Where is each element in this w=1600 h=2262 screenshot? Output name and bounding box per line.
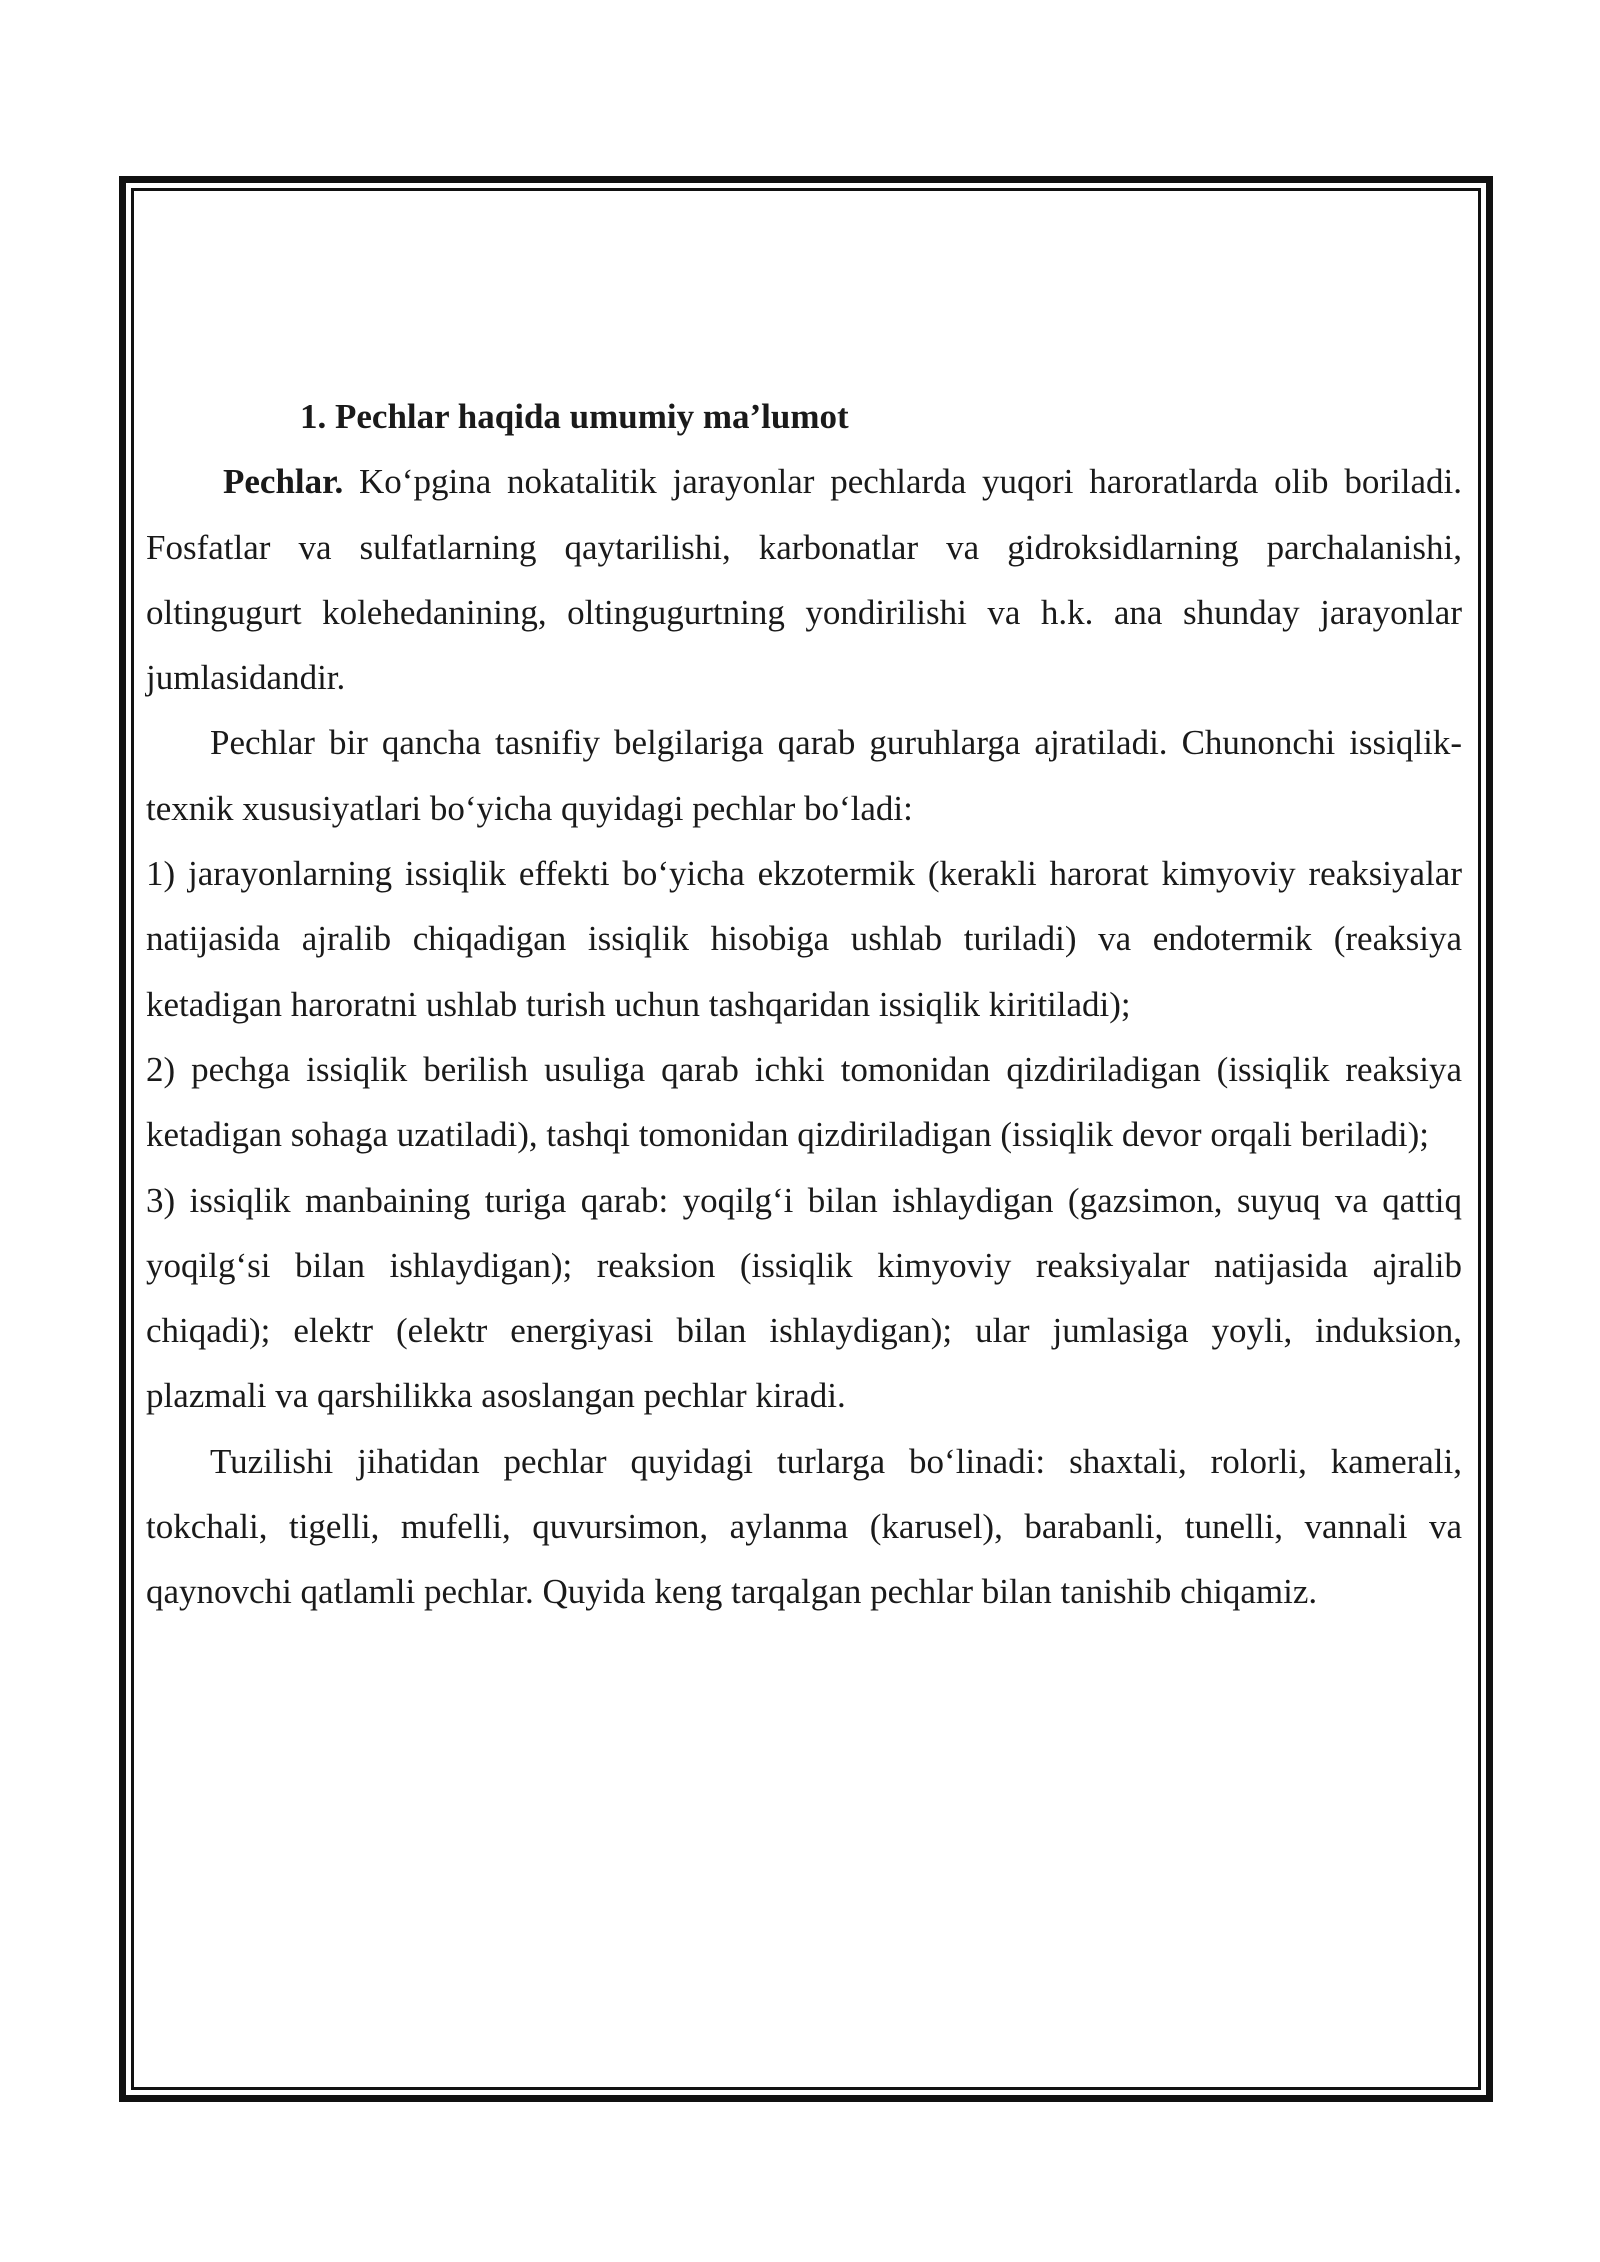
intro-paragraph	[146, 449, 1462, 710]
structure-paragraph: Tuzilishi jihatidan pechlar quyidagi turlarga bo‘linadi: shaxtali, rolorli, kamerali, tokchali, tigelli, mufelli, quvursimon, aylanma (karusel), barabanli, tunelli, vannali va qaynovchi qatlamli pechlar. Quyida keng tarqalgan pechlar bilan tanishib chiqamiz.	[146, 1441, 1462, 1612]
intro-text: Ko‘pgina nokatalitik jarayonlar pechlarda yuqori haroratlarda olib boriladi. Fosfatlar va sulfatlarning qaytarilishi, karbonatlar va gidroksidlarning parchalanishi, oltingugurt kolehedanining, oltingugurtning yondirilishi va h.k. ana shunday jarayonlar jumlasidandir.	[146, 462, 1462, 698]
classification-paragraph: Pechlar bir qancha tasnifiy belgilariga qarab guruhlarga ajratiladi. Chunonchi issiqlik-texnik xususiyatlari bo‘yicha quyidagi pechlar bo‘ladi:	[146, 723, 1462, 828]
section-heading: 1. Pechlar haqida umumiy ma’lumot	[300, 397, 849, 436]
list-item-2: 2) pechga issiqlik berilish usuliga qarab ichki tomonidan qizdiriladigan (issiqlik reaksiya ketadigan sohaga uzatiladi), tashqi tomonidan qizdiriladigan (issiqlik devor orqali beriladi);	[146, 1049, 1462, 1155]
list-item-3: 3) issiqlik manbaining turiga qarab: yoqilg‘i bilan ishlaydigan (gazsimon, suyuq va qattiq yoqilg‘si bilan ishlaydigan); reaksion (issiqlik kimyoviy reaksiyalar natijasida ajralib chiqadi); elektr (elektr energiyasi bilan ishlaydigan); ular jumlasiga yoyli, induksion, plazmali va qarshilikka asoslangan pechlar kiradi.	[146, 1180, 1462, 1416]
list-item-1: 1) jarayonlarning issiqlik effekti bo‘yicha ekzotermik (kerakli harorat kimyoviy reaksiyalar natijasida ajralib chiqadigan issiqlik hisobiga ushlab turiladi) va endotermik (reaksiya ketadigan haroratni ushlab turish uchun tashqaridan issiqlik kiritiladi);	[146, 854, 1462, 1024]
intro-term: Pechlar.	[223, 462, 344, 502]
document-body	[146, 384, 1462, 1625]
